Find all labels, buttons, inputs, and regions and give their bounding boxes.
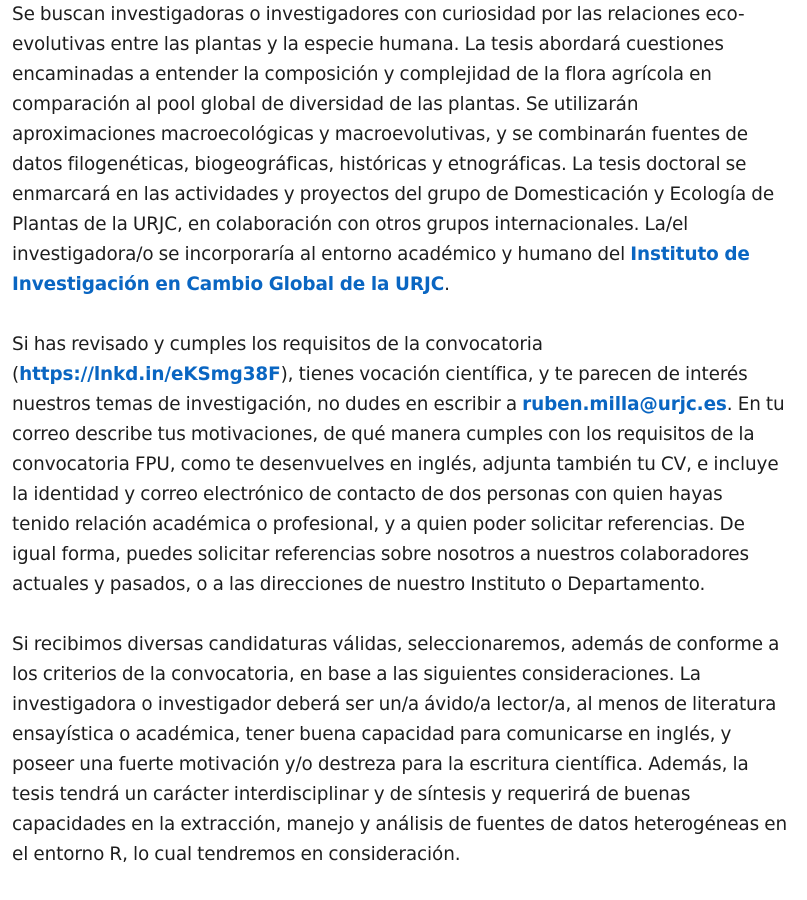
text-line <box>12 570 807 600</box>
text-line <box>12 420 807 450</box>
text-segment: los criterios de la convocatoria, en base a las siguientes consideraciones. La <box>12 664 701 685</box>
text-segment: tesis tendrá un carácter interdisciplinar y de síntesis y requerirá de buenas <box>12 784 691 805</box>
text-segment: investigadora o investigador deberá ser un/a ávido/a lector/a, al menos de literatura <box>12 694 777 715</box>
text-segment: convocatoria FPU, como te desenvuelves en inglés, adjunta también tu CV, e incluye <box>12 454 779 475</box>
paragraph-2 <box>12 330 807 600</box>
text-line <box>12 60 807 90</box>
text-segment: igual forma, puedes solicitar referencias sobre nosotros a nuestros colaboradores <box>12 544 749 565</box>
text-line <box>12 120 807 150</box>
paragraph-3 <box>12 630 807 870</box>
text-link[interactable]: Instituto de <box>630 244 750 265</box>
text-line <box>12 810 807 840</box>
text-line <box>12 360 807 390</box>
text-segment: encaminadas a entender la composición y complejidad de la flora agrícola en <box>12 64 712 85</box>
text-link[interactable]: https://lnkd.in/eKSmg38F <box>19 364 281 385</box>
text-segment: comparación al pool global de diversidad de las plantas. Se utilizarán <box>12 94 639 115</box>
text-line <box>12 510 807 540</box>
text-segment: . En tu <box>726 394 785 415</box>
text-segment: enmarcará en las actividades y proyectos del grupo de Domesticación y Ecología de <box>12 184 775 205</box>
text-line <box>12 660 807 690</box>
text-segment: actuales y pasados, o a las direcciones de nuestro Instituto o Departamento. <box>12 574 706 595</box>
text-line <box>12 330 807 360</box>
text-segment: ensayística o académica, tener buena capacidad para comunicarse en inglés, y <box>12 724 732 745</box>
text-line <box>12 690 807 720</box>
text-segment: aproximaciones macroecológicas y macroevolutivas, y se combinarán fuentes de <box>12 124 748 145</box>
text-segment: Plantas de la URJC, en colaboración con otros grupos internacionales. La/el <box>12 214 689 235</box>
text-segment: datos filogenéticas, biogeográficas, históricas y etnográficas. La tesis doctoral se <box>12 154 747 175</box>
text-segment: poseer una fuerte motivación y/o destreza para la escritura científica. Además, la <box>12 754 749 775</box>
text-line <box>12 180 807 210</box>
text-segment: ), tienes vocación científica, y te parecen de interés <box>280 364 748 385</box>
text-line <box>12 390 807 420</box>
text-line <box>12 210 807 240</box>
text-line <box>12 750 807 780</box>
text-line <box>12 150 807 180</box>
text-segment: Se buscan investigadoras o investigadores con curiosidad por las relaciones eco- <box>12 4 745 25</box>
text-segment: correo describe tus motivaciones, de qué manera cumples con los requisitos de la <box>12 424 755 445</box>
text-line <box>12 720 807 750</box>
text-segment: investigadora/o se incorporaría al entorno académico y humano del <box>12 244 631 265</box>
text-line <box>12 780 807 810</box>
text-line <box>12 90 807 120</box>
text-link[interactable]: Investigación en Cambio Global de la URJC <box>12 274 445 295</box>
post-body <box>12 0 807 900</box>
text-line <box>12 240 807 270</box>
text-segment: la identidad y correo electrónico de contacto de dos personas con quien hayas <box>12 484 723 505</box>
text-line <box>12 0 807 30</box>
text-segment: tenido relación académica o profesional, y a quien poder solicitar referencias. De <box>12 514 745 535</box>
text-segment: Si recibimos diversas candidaturas válidas, seleccionaremos, además de conforme a <box>12 634 780 655</box>
text-segment: . <box>444 274 450 295</box>
text-line <box>12 30 807 60</box>
text-segment: nuestros temas de investigación, no dudes en escribir a <box>12 394 523 415</box>
text-segment: el entorno R, lo cual tendremos en consideración. <box>12 844 461 865</box>
text-segment: ( <box>12 364 20 385</box>
text-line <box>12 630 807 660</box>
text-segment: capacidades en la extracción, manejo y análisis de fuentes de datos heterogéneas en <box>12 814 788 835</box>
text-line <box>12 540 807 570</box>
text-line <box>12 450 807 480</box>
text-line <box>12 270 807 300</box>
text-segment: evolutivas entre las plantas y la especie humana. La tesis abordará cuestiones <box>12 34 724 55</box>
text-line <box>12 480 807 510</box>
text-line <box>12 840 807 870</box>
text-segment: Si has revisado y cumples los requisitos de la convocatoria <box>12 334 543 355</box>
paragraph-1 <box>12 0 807 300</box>
text-link[interactable]: ruben.milla@urjc.es <box>522 394 727 415</box>
